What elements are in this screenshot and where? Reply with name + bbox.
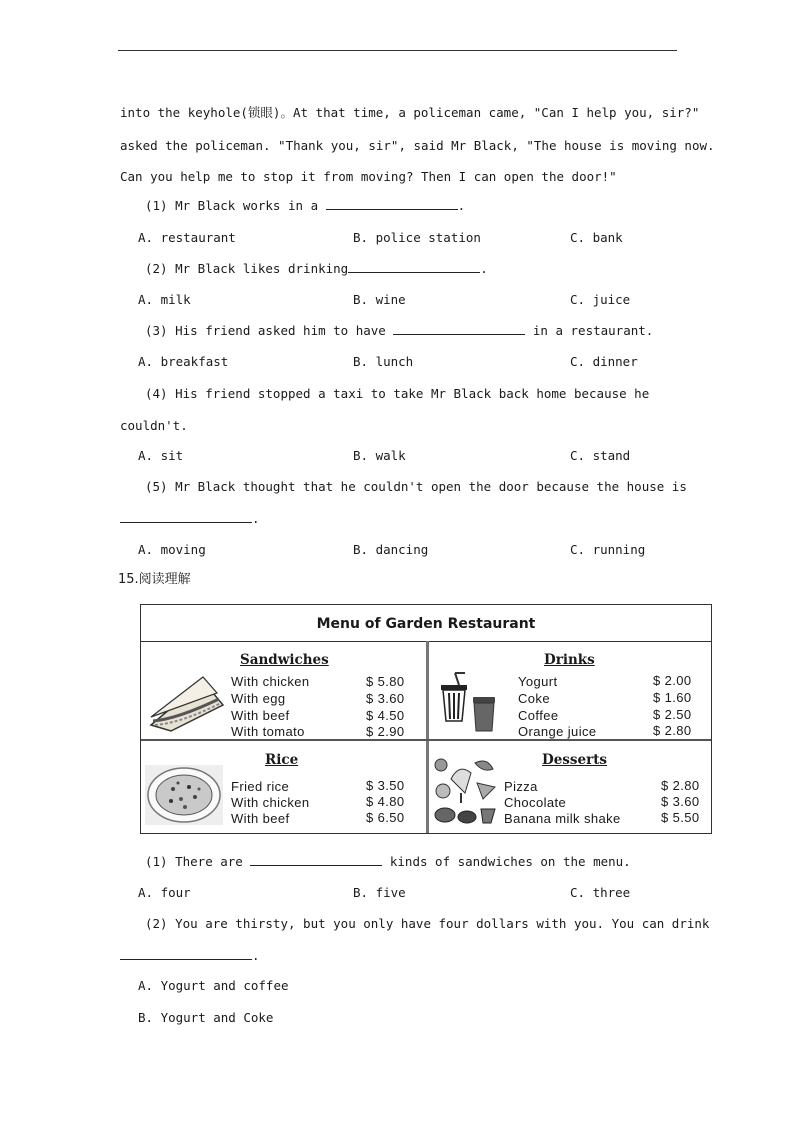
drink-item: Coffee: [518, 708, 559, 723]
q2-option-c[interactable]: C. juice: [570, 292, 631, 307]
dessert-item: Banana milk shake: [504, 811, 621, 826]
answer-blank[interactable]: [393, 323, 525, 335]
sandwich-item: With tomato: [231, 724, 305, 739]
q3-option-a[interactable]: A. breakfast: [138, 354, 229, 369]
story-line-2: asked the policeman. "Thank you, sir", said Mr Black, "The house is moving now.: [120, 138, 715, 153]
question-5: (5) Mr Black thought that he couldn't open the door because the house is: [145, 479, 687, 494]
q5-option-a[interactable]: A. moving: [138, 542, 206, 557]
q3-option-b[interactable]: B. lunch: [353, 354, 414, 369]
q4-option-b[interactable]: B. walk: [353, 448, 406, 463]
rice-item: With chicken: [231, 795, 310, 810]
sandwich-item: With egg: [231, 691, 286, 706]
rice-plate-icon: [145, 765, 223, 825]
question-2: (2) Mr Black likes drinking .: [145, 261, 488, 276]
drink-item: Yogurt: [518, 674, 558, 689]
sandwich-price: $ 5.80: [366, 674, 405, 689]
menu-title: Menu of Garden Restaurant: [141, 605, 711, 642]
sandwiches-title: Sandwiches: [240, 652, 329, 668]
drinks-title: Drinks: [544, 652, 595, 668]
q5-option-c[interactable]: C. running: [570, 542, 646, 557]
q1-option-a[interactable]: A. restaurant: [138, 230, 236, 245]
drink-item: Coke: [518, 691, 550, 706]
q1-option-c[interactable]: C. bank: [570, 230, 623, 245]
drink-price: $ 1.60: [653, 690, 692, 705]
question-3: (3) His friend asked him to have in a restaurant.: [145, 323, 654, 338]
desserts-icon: [431, 753, 499, 829]
section-header-15: 15.阅读理解: [118, 572, 191, 587]
q1-option-b[interactable]: B. police station: [353, 230, 481, 245]
q4-option-a[interactable]: A. sit: [138, 448, 184, 463]
story-line-1: into the keyhole(锁眼)。At that time, a policeman came, "Can I help you, sir?": [120, 105, 700, 120]
header-rule: [118, 50, 677, 51]
q3-option-c[interactable]: C. dinner: [570, 354, 638, 369]
question-1: (1) Mr Black works in a .: [145, 198, 466, 213]
rice-item: With beef: [231, 811, 290, 826]
drink-item: Orange juice: [518, 724, 597, 739]
question-5-cont: .: [120, 511, 260, 527]
menu-horizontal-divider: [141, 739, 711, 741]
q15-1-option-c[interactable]: C. three: [570, 885, 631, 900]
q15-1-option-a[interactable]: A. four: [138, 885, 191, 900]
dessert-price: $ 5.50: [661, 810, 700, 825]
answer-blank[interactable]: [326, 198, 458, 210]
answer-blank[interactable]: [120, 948, 252, 960]
rice-price: $ 3.50: [366, 778, 405, 793]
q15-2-option-b[interactable]: B. Yogurt and Coke: [138, 1010, 274, 1025]
sandwich-price: $ 2.90: [366, 724, 405, 739]
sandwich-item: With beef: [231, 708, 290, 723]
q15-question-2: (2) You are thirsty, but you only have four dollars with you. You can drink: [145, 916, 710, 931]
menu-vertical-divider: [426, 641, 429, 833]
drink-price: $ 2.00: [653, 673, 692, 688]
q2-option-b[interactable]: B. wine: [353, 292, 406, 307]
desserts-title: Desserts: [542, 752, 608, 768]
q15-2-option-a[interactable]: A. Yogurt and coffee: [138, 978, 289, 993]
dessert-price: $ 3.60: [661, 794, 700, 809]
q5-option-b[interactable]: B. dancing: [353, 542, 429, 557]
q15-1-option-b[interactable]: B. five: [353, 885, 406, 900]
answer-blank[interactable]: [120, 511, 252, 523]
rice-item: Fried rice: [231, 779, 290, 794]
rice-price: $ 6.50: [366, 810, 405, 825]
sandwich-item: With chicken: [231, 674, 310, 689]
question-4-cont: couldn't.: [120, 418, 188, 433]
drink-cup-icon: [435, 669, 507, 733]
drink-price: $ 2.80: [653, 723, 692, 738]
q4-option-c[interactable]: C. stand: [570, 448, 631, 463]
answer-blank[interactable]: [250, 854, 382, 866]
dessert-item: Chocolate: [504, 795, 567, 810]
question-4: (4) His friend stopped a taxi to take Mr Black back home because he: [145, 386, 650, 401]
sandwich-price: $ 4.50: [366, 708, 405, 723]
q15-question-1: (1) There are kinds of sandwiches on the menu.: [145, 854, 631, 869]
rice-title: Rice: [265, 752, 299, 768]
sandwich-price: $ 3.60: [366, 691, 405, 706]
drink-price: $ 2.50: [653, 707, 692, 722]
q2-option-a[interactable]: A. milk: [138, 292, 191, 307]
rice-price: $ 4.80: [366, 794, 405, 809]
story-line-3: Can you help me to stop it from moving? Then I can open the door!": [120, 169, 617, 184]
dessert-item: Pizza: [504, 779, 538, 794]
restaurant-menu: [140, 604, 712, 834]
sandwich-icon: [147, 675, 227, 735]
dessert-price: $ 2.80: [661, 778, 700, 793]
answer-blank[interactable]: [348, 261, 480, 273]
q15-question-2-cont: .: [120, 948, 260, 964]
